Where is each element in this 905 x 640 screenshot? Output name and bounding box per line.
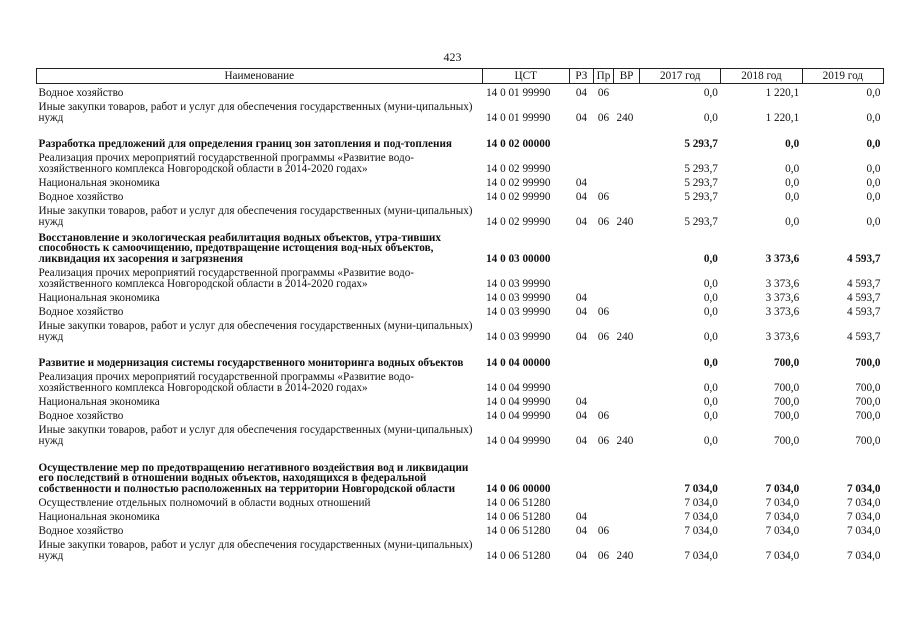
table-header-row	[37, 69, 884, 84]
row-cst: 14 0 04 99990	[486, 395, 551, 408]
table-row	[37, 522, 884, 536]
row-2018: 0,0	[785, 162, 800, 175]
header-2018: 2018 год	[721, 69, 802, 84]
row-rz: 04	[575, 215, 587, 228]
row-2019: 7 034,0	[846, 496, 881, 509]
row-cst: 14 0 03 99990	[486, 277, 551, 290]
row-rz: 04	[575, 409, 587, 422]
row-vr	[614, 289, 640, 303]
row-2018: 7 034,0	[765, 524, 800, 537]
row-rz: 04	[575, 330, 587, 343]
row-rz: 04	[575, 510, 587, 523]
table-row	[37, 123, 884, 149]
row-2017: 7 034,0	[684, 524, 718, 537]
row-cst: 14 0 02 00000	[486, 137, 551, 150]
row-cst: 14 0 04 99990	[486, 434, 551, 447]
row-2018: 1 220,1	[765, 111, 800, 124]
row-vr: 240	[616, 215, 634, 228]
header-rz: РЗ	[569, 69, 593, 84]
row-name: Национальная экономика	[38, 510, 160, 523]
row-2017: 0,0	[703, 381, 718, 394]
row-2018: 0,0	[785, 190, 800, 203]
row-2018: 700,0	[773, 356, 800, 369]
row-pr	[593, 342, 613, 368]
row-vr	[614, 407, 640, 421]
table-row	[37, 446, 884, 494]
row-pr	[593, 123, 613, 149]
row-cst: 14 0 06 51280	[486, 524, 551, 537]
row-2019: 0,0	[866, 176, 881, 189]
row-2018: 0,0	[785, 215, 800, 228]
row-rz: 04	[575, 395, 587, 408]
row-cst: 14 0 01 99990	[486, 111, 551, 124]
row-2017: 5 293,7	[684, 162, 718, 175]
row-vr	[614, 174, 640, 188]
row-2019: 4 593,7	[846, 305, 881, 318]
row-name: Реализация прочих мероприятий государственной программы «Развитие водо-хозяйственного комплекса Новгородской области в 2014-2020 годах»	[38, 371, 415, 394]
row-name: Водное хозяйство	[38, 409, 124, 422]
row-name: Водное хозяйство	[38, 190, 124, 203]
row-pr	[593, 264, 613, 289]
row-vr	[614, 188, 640, 202]
table-row	[37, 342, 884, 368]
row-name: Иные закупки товаров, работ и услуг для обеспечения государственных (муни-ципальных) нужд	[38, 320, 473, 343]
row-2017: 0,0	[703, 356, 718, 369]
row-2019: 0,0	[866, 215, 881, 228]
row-pr	[593, 508, 613, 522]
row-cst: 14 0 04 00000	[486, 356, 551, 369]
header-cst: ЦСТ	[482, 69, 569, 84]
row-2018: 700,0	[773, 381, 800, 394]
row-rz	[569, 123, 593, 149]
row-pr	[593, 446, 613, 494]
row-2018: 3 373,6	[765, 252, 800, 265]
row-pr: 06	[597, 330, 610, 343]
row-2019: 700,0	[855, 409, 881, 422]
row-name: Иные закупки товаров, работ и услуг для обеспечения государственных (муни-ципальных) нужд	[38, 539, 473, 562]
row-rz: 04	[575, 305, 587, 318]
row-vr	[614, 508, 640, 522]
row-2019: 4 593,7	[846, 291, 881, 304]
table-row	[37, 174, 884, 188]
row-pr: 06	[597, 305, 610, 318]
row-rz	[569, 368, 593, 393]
row-2019: 7 034,0	[846, 510, 881, 523]
table-row	[37, 393, 884, 407]
row-cst: 14 0 03 99990	[486, 291, 551, 304]
row-vr: 240	[616, 434, 634, 447]
row-rz	[569, 494, 593, 508]
row-name: Реализация прочих мероприятий государственной программы «Развитие водо-хозяйственного комплекса Новгородской области в 2014-2020 годах»	[38, 267, 415, 290]
table-row	[37, 303, 884, 317]
row-2018: 700,0	[773, 434, 800, 447]
row-vr	[614, 227, 640, 264]
table-row	[37, 264, 884, 289]
row-vr: 240	[616, 330, 634, 343]
table-row	[37, 536, 884, 561]
row-2017: 7 034,0	[684, 482, 718, 495]
row-vr	[614, 393, 640, 407]
budget-table	[36, 68, 884, 561]
row-cst: 14 0 06 51280	[486, 510, 551, 523]
row-2018: 7 034,0	[765, 482, 800, 495]
row-pr	[593, 393, 613, 407]
row-pr	[593, 149, 613, 174]
row-cst: 14 0 02 99990	[486, 215, 551, 228]
row-vr	[614, 446, 640, 494]
row-name: Осуществление мер по предотвращению негативного воздействия вод и ликвидации его последствий в отношении водных объектов, находящихся в федеральной собственности и полностью расположенных на территории Новгородской области	[38, 461, 469, 495]
row-2018: 3 373,6	[765, 305, 800, 318]
row-2017: 0,0	[703, 409, 718, 422]
row-vr	[614, 264, 640, 289]
row-2017: 0,0	[703, 291, 718, 304]
row-2018: 7 034,0	[765, 549, 800, 562]
row-pr: 06	[597, 190, 610, 203]
row-2017: 7 034,0	[684, 549, 718, 562]
row-cst: 14 0 01 99990	[486, 86, 551, 99]
header-2019: 2019 год	[802, 69, 883, 84]
row-2018: 1 220,1	[765, 86, 800, 99]
row-2018: 7 034,0	[765, 510, 800, 523]
row-rz	[569, 149, 593, 174]
row-rz	[569, 342, 593, 368]
row-rz: 04	[575, 111, 587, 124]
row-name: Иные закупки товаров, работ и услуг для обеспечения государственных (муни-ципальных) нужд	[38, 101, 473, 124]
row-cst: 14 0 06 51280	[486, 549, 551, 562]
row-pr	[593, 289, 613, 303]
row-2017: 0,0	[703, 86, 718, 99]
row-name: Национальная экономика	[38, 291, 160, 304]
row-cst: 14 0 04 99990	[486, 381, 551, 394]
row-2019: 700,0	[855, 434, 881, 447]
row-2018: 0,0	[785, 176, 800, 189]
row-pr: 06	[597, 86, 610, 99]
row-2019: 0,0	[866, 137, 881, 150]
row-cst: 14 0 02 99990	[486, 190, 551, 203]
row-2018: 700,0	[773, 395, 800, 408]
row-name: Водное хозяйство	[38, 305, 124, 318]
row-2017: 5 293,7	[684, 190, 718, 203]
row-cst: 14 0 02 99990	[486, 162, 551, 175]
row-2019: 700,0	[855, 395, 881, 408]
row-rz: 04	[575, 86, 587, 99]
row-2017: 0,0	[703, 305, 718, 318]
row-2017: 0,0	[703, 277, 718, 290]
row-rz: 04	[575, 291, 587, 304]
row-name: Реализация прочих мероприятий государственной программы «Развитие водо-хозяйственного комплекса Новгородской области в 2014-2020 годах»	[38, 152, 415, 175]
row-name: Восстановление и экологическая реабилитация водных объектов, утра-тивших способность к самоочищению, предотвращение истощения вод-ных объектов, ликвидация их засорения и загрязнения	[38, 231, 441, 265]
table-row	[37, 202, 884, 227]
row-vr	[614, 84, 640, 99]
row-name: Развитие и модернизация системы государственного мониторинга водных объектов	[38, 356, 464, 369]
row-2018: 3 373,6	[765, 277, 800, 290]
table-row	[37, 149, 884, 174]
row-cst: 14 0 06 00000	[486, 482, 551, 495]
row-2017: 5 293,7	[684, 215, 718, 228]
row-cst: 14 0 04 99990	[486, 409, 551, 422]
row-2019: 4 593,7	[846, 252, 881, 265]
row-name: Водное хозяйство	[38, 86, 124, 99]
row-vr	[614, 149, 640, 174]
row-2019: 0,0	[866, 190, 881, 203]
row-cst: 14 0 02 99990	[486, 176, 551, 189]
row-rz	[569, 446, 593, 494]
page-number: 423	[443, 50, 462, 64]
row-rz: 04	[575, 549, 587, 562]
row-vr: 240	[616, 111, 634, 124]
table-row	[37, 188, 884, 202]
row-rz	[569, 264, 593, 289]
row-2017: 0,0	[703, 252, 718, 265]
row-2019: 4 593,7	[846, 277, 881, 290]
row-2018: 3 373,6	[765, 330, 800, 343]
row-cst: 14 0 03 00000	[486, 252, 551, 265]
header-name: Наименование	[37, 69, 483, 84]
row-rz: 04	[575, 434, 587, 447]
row-vr	[614, 522, 640, 536]
header-pr: Пр	[593, 69, 613, 84]
row-2017: 5 293,7	[684, 176, 718, 189]
row-2019: 7 034,0	[846, 524, 881, 537]
table-row	[37, 368, 884, 393]
table-row	[37, 407, 884, 421]
row-pr: 06	[597, 215, 610, 228]
header-vr: ВР	[614, 69, 640, 84]
row-2017: 7 034,0	[684, 510, 718, 523]
row-2019: 7 034,0	[846, 482, 881, 495]
row-pr	[593, 494, 613, 508]
row-name: Иные закупки товаров, работ и услуг для обеспечения государственных (муни-ципальных) нужд	[38, 205, 473, 228]
row-vr: 240	[616, 549, 634, 562]
row-2018: 7 034,0	[765, 496, 800, 509]
row-vr	[614, 342, 640, 368]
row-2018: 0,0	[785, 137, 800, 150]
row-pr: 06	[597, 549, 610, 562]
row-2019: 0,0	[866, 162, 881, 175]
row-rz: 04	[575, 176, 587, 189]
row-vr	[614, 303, 640, 317]
row-2019: 700,0	[855, 381, 881, 394]
table-row	[37, 317, 884, 342]
row-2017: 0,0	[703, 111, 718, 124]
row-vr	[614, 494, 640, 508]
row-2017: 0,0	[703, 434, 718, 447]
row-vr	[614, 123, 640, 149]
header-2017: 2017 год	[640, 69, 721, 84]
row-pr	[593, 227, 613, 264]
row-rz: 04	[575, 190, 587, 203]
row-2019: 700,0	[855, 356, 881, 369]
table-row	[37, 494, 884, 508]
row-rz	[569, 227, 593, 264]
table-row	[37, 84, 884, 99]
table-row	[37, 289, 884, 303]
row-2018: 700,0	[773, 409, 800, 422]
row-cst: 14 0 06 51280	[486, 496, 551, 509]
row-rz: 04	[575, 524, 587, 537]
row-2018: 3 373,6	[765, 291, 800, 304]
row-2017: 7 034,0	[684, 496, 718, 509]
row-2019: 4 593,7	[846, 330, 881, 343]
row-pr	[593, 174, 613, 188]
row-pr: 06	[597, 434, 610, 447]
row-name: Иные закупки товаров, работ и услуг для обеспечения государственных (муни-ципальных) нужд	[38, 424, 473, 447]
row-name: Разработка предложений для определения границ зон затопления и под-топления	[38, 137, 452, 150]
table-body	[37, 84, 884, 562]
row-cst: 14 0 03 99990	[486, 330, 551, 343]
row-2017: 5 293,7	[684, 137, 718, 150]
row-2017: 0,0	[703, 395, 718, 408]
row-pr	[593, 368, 613, 393]
table-row	[37, 98, 884, 123]
row-pr: 06	[597, 409, 610, 422]
row-pr: 06	[597, 111, 610, 124]
row-name: Осуществление отдельных полномочий в области водных отношений	[38, 496, 371, 509]
table-row	[37, 421, 884, 446]
row-pr: 06	[597, 524, 610, 537]
row-name: Водное хозяйство	[38, 524, 124, 537]
row-name: Национальная экономика	[38, 395, 160, 408]
row-2019: 7 034,0	[846, 549, 881, 562]
table-row	[37, 508, 884, 522]
row-cst: 14 0 03 99990	[486, 305, 551, 318]
table-row	[37, 227, 884, 264]
row-vr	[614, 368, 640, 393]
row-name: Национальная экономика	[38, 176, 160, 189]
row-2017: 0,0	[703, 330, 718, 343]
row-2019: 0,0	[866, 111, 881, 124]
row-2019: 0,0	[866, 86, 881, 99]
